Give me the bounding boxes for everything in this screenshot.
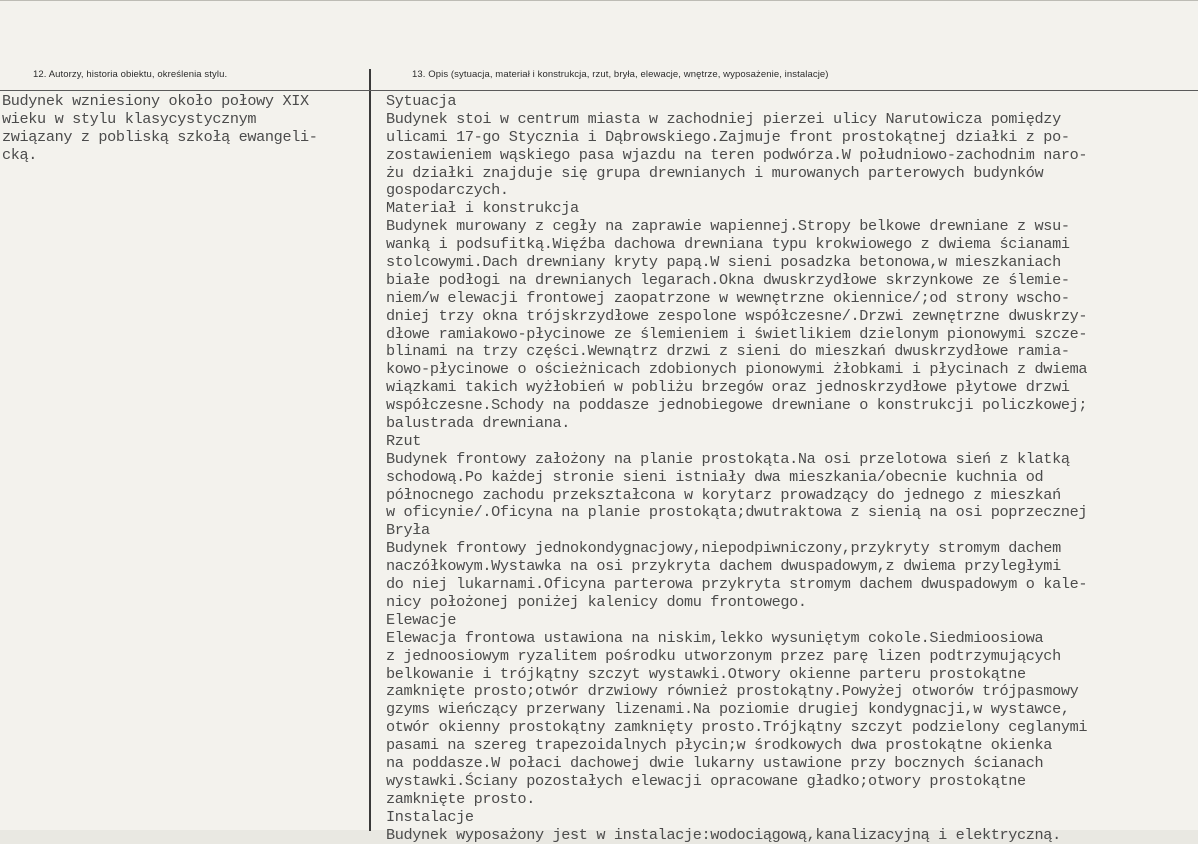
description-line: gospodarczych.	[386, 181, 509, 200]
description-line: stolcowymi.Dach drewniany kryty papą.W sieni posadzka betonowa,w mieszkaniach	[386, 253, 1061, 272]
description-line: nicy położonej poniżej kalenicy domu frontowego.	[386, 592, 807, 611]
description-line: Materiał i konstrukcja	[386, 199, 579, 218]
description-line: Sytuacja	[386, 92, 457, 110]
description-line: gzyms wieńczący przerwany lizenami.Na poziomie drugiej kondygnacji,w wystawce,	[386, 700, 1070, 719]
description-line: belkowanie i trójkątny szczyt wystawki.Otwory okienne parteru prostokątne	[386, 664, 1026, 683]
description-line: z jednoosiowym ryzalitem pośrodku utworzonym przez parę lizen podtrzymujących	[386, 646, 1061, 665]
description-line: współczesne.Schody na poddasze jednobiegowe drewniane o konstrukcji policzkowej;	[386, 396, 1088, 415]
description-line: Budynek stoi w centrum miasta w zachodniej pierzei ulicy Narutowicza pomiędzy	[386, 109, 1061, 128]
description-line: białe podłogi na drewnianych legarach.Okna dwuskrzydłowe skrzynkowe ze ślemie-	[386, 270, 1070, 289]
description-line: Elewacje	[386, 610, 457, 629]
description-header: 13. Opis (sytuacja, materiał i konstrukcja, rzut, bryła, elewacje, wnętrze, wyposażenie, instalacje)	[412, 69, 829, 80]
description-line: północnego zachodu przekształcona w korytarz prowadzący do jednego z mieszkań	[386, 485, 1061, 504]
description-line: wiązkami takich wyżłobień w pobliżu brzegów oraz jednoskrzydłowe płytowe drzwi	[386, 378, 1070, 397]
history-line: Budynek wzniesiony około połowy XIX	[2, 92, 309, 110]
history-line: cką.	[2, 145, 38, 164]
description-line: balustrada drewniana.	[386, 414, 571, 433]
history-line: związany z pobliską szkołą ewangeli-	[2, 127, 318, 146]
description-line: schodową.Po każdej stronie sieni istniały dwa mieszkania/obecnie kuchnia od	[386, 467, 1044, 486]
description-line: otwór okienny prostokątny zamknięty prosto.Trójkątny szczyt podzielony ceglanymi	[386, 718, 1088, 737]
description-line: w oficynie/.Oficyna na planie prostokąta;dwutraktowa z sienią na osi poprzecznej	[386, 503, 1088, 522]
description-line: naczółkowym.Wystawka na osi przykryta dachem dwuspadowym,z dwiema przyległymi	[386, 557, 1061, 576]
history-line: wieku w stylu klasycystycznym	[2, 109, 257, 128]
description-line: Budynek wyposażony jest w instalacje:wodociągową,kanalizacyjną i elektryczną.	[386, 825, 1061, 844]
description-line: blinami na trzy części.Wewnątrz drzwi z sieni do mieszkań dwuskrzydłowe ramia-	[386, 342, 1070, 361]
description-line: Elewacja frontowa ustawiona na niskim,lekko wysuniętym cokole.Siedmioosiowa	[386, 628, 1044, 647]
description-line: zamknięte prosto;otwór drzwiowy również prostokątny.Powyżej otworów trójpasmowy	[386, 682, 1079, 701]
description-line: pasami na szereg trapezoidalnych płycin;w środkowych dwa prostokątne okienka	[386, 736, 1053, 755]
description-line: do niej lukarnami.Oficyna parterowa przykryta stromym dachem dwuspadowym o kale-	[386, 575, 1088, 594]
description-column	[371, 1, 1198, 844]
description-line: Budynek frontowy jednokondygnacjowy,niepodpiwniczony,przykryty stromym dachem	[386, 539, 1061, 558]
description-line: Instalacje	[386, 807, 474, 826]
description-line: wanką i podsufitką.Więźba dachowa drewniana typu krokwiowego z dwiema ścianami	[386, 235, 1070, 254]
description-line: kowo-płycinowe o ościeżnicach zdobionych pionowymi żłobkami i płycinach z dwiema	[386, 360, 1088, 379]
description-line: zostawieniem wąskiego pasa wjazdu na teren podwórza.W południowo-zachodnim naro-	[386, 145, 1088, 164]
description-line: Budynek murowany z cegły na zaprawie wapiennej.Stropy belkowe drewniane z wsu-	[386, 217, 1070, 236]
description-line: Budynek frontowy założony na planie prostokąta.Na osi przelotowa sień z klatką	[386, 449, 1070, 468]
description-line: Bryła	[386, 521, 430, 540]
description-line: niem/w elewacji frontowej zaopatrzone w wewnętrzne okiennice/;od strony wscho-	[386, 288, 1070, 307]
history-column	[0, 1, 370, 831]
description-line: na poddasze.W połaci dachowej dwie lukarny ustawione przy bocznych ścianach	[386, 753, 1044, 772]
history-header: 12. Autorzy, historia obiektu, określenia stylu.	[33, 69, 228, 80]
history-text	[2, 93, 318, 165]
description-line: żu działki znajduje się grupa drewnianych i murowanych parterowych budynków	[386, 163, 1044, 182]
description-line: ulicami 17-go Stycznia i Dąbrowskiego.Zajmuje front prostokątnej działki z po-	[386, 127, 1070, 146]
description-line: dniej trzy okna trójskrzydłowe zespolone współczesne/.Drzwi zewnętrzne dwuskrzy-	[386, 306, 1088, 325]
description-line: dłowe ramiakowo-płycinowe ze ślemieniem i świetlikiem dzielonym pionowymi szcze-	[386, 324, 1088, 343]
description-text	[386, 93, 1087, 844]
description-line: Rzut	[386, 431, 422, 450]
description-line: zamknięte prosto.	[386, 789, 535, 808]
description-line: wystawki.Ściany pozostałych elewacji opracowane gładko;otwory prostokątne	[386, 771, 1026, 790]
